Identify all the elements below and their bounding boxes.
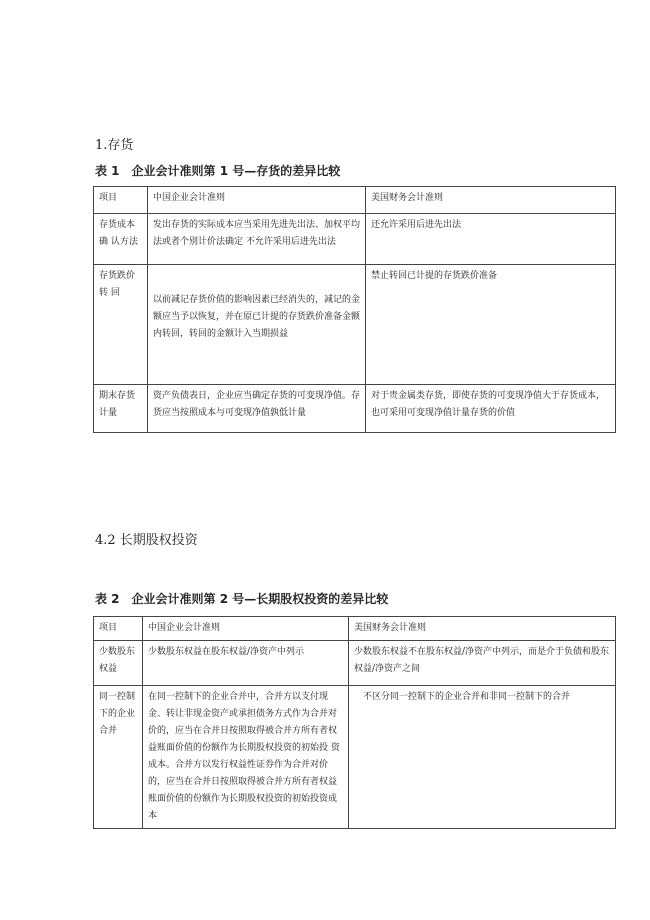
table-header-row	[94, 617, 616, 641]
table-caption-1: 表 1 企业会计准则第 1 号—存货的差异比较	[95, 164, 341, 178]
row-item: 少数股东权益	[94, 641, 143, 686]
table-row	[94, 214, 616, 265]
row-item: 期末存货计量	[94, 385, 148, 433]
header-china: 中国企业会计准则	[143, 617, 349, 641]
table-caption-2: 表 2 企业会计准则第 2 号—长期股权投资的差异比较	[95, 592, 389, 606]
section-title-inventory: 1.存货	[95, 138, 134, 153]
row-us: 禁止转回已计提的存货跌价准备	[366, 265, 616, 385]
row-china: 发出存货的实际成本应当采用先进先出法、加权平均法或者个别计价法确定 不允许采用后进先出法	[148, 214, 366, 265]
row-china: 少数股东权益在股东权益/净资产中列示	[143, 641, 349, 686]
section-title-equity-investment: 4.2 长期股权投资	[95, 533, 198, 548]
header-us: 美国财务会计准则	[366, 187, 616, 214]
table-row	[94, 265, 616, 385]
row-us: 不区分同一控制下的企业合并和非同一控制下的合并	[349, 686, 616, 829]
header-item: 项目	[94, 617, 143, 641]
row-china-text: 以前减记存货价值的影响因素已经消失的，减记的金额应当予以恢复，并在原已计提的存货跌价准备金额内转回，转回的金额计入当期损益	[153, 295, 361, 339]
row-china	[148, 265, 366, 385]
row-item: 同一控制下的企业合并	[94, 686, 143, 829]
row-us: 对于贵金属类存货，即使存货的可变现净值大于存货成本，也可采用可变现净值计量存货的价值	[366, 385, 616, 433]
row-item: 存货成本确 认方法	[94, 214, 148, 265]
header-item: 项目	[94, 187, 148, 214]
row-item: 存货跌价转 回	[94, 265, 148, 385]
comparison-table-2	[93, 616, 616, 829]
row-us: 还允许采用后进先出法	[366, 214, 616, 265]
row-china: 资产负债表日，企业应当确定存货的可变现净值。存货应当按照成本与可变现净值孰低计量	[148, 385, 366, 433]
row-us: 少数股东权益不在股东权益/净资产中列示，而是介于负债和股东权益/净资产之间	[349, 641, 616, 686]
table-header-row	[94, 187, 616, 214]
table-row	[94, 641, 616, 686]
comparison-table-1	[93, 186, 616, 433]
header-china: 中国企业会计准则	[148, 187, 366, 214]
header-us: 美国财务会计准则	[349, 617, 616, 641]
table-row	[94, 686, 616, 829]
table-row	[94, 385, 616, 433]
row-china: 在同一控制下的企业合并中，合并方以支付现金、转让非现金资产或承担债务方式作为合并对价的，应当在合并日按照取得被合并方所有者权益账面价值的份额作为长期股权投资的初始投 资成本。合并方以发行权益性证券作为合并对价的，应当在合并日按照取得被合并方所有者权益账面价值的份额作为长期股权投资的初始投资成本	[143, 686, 349, 829]
